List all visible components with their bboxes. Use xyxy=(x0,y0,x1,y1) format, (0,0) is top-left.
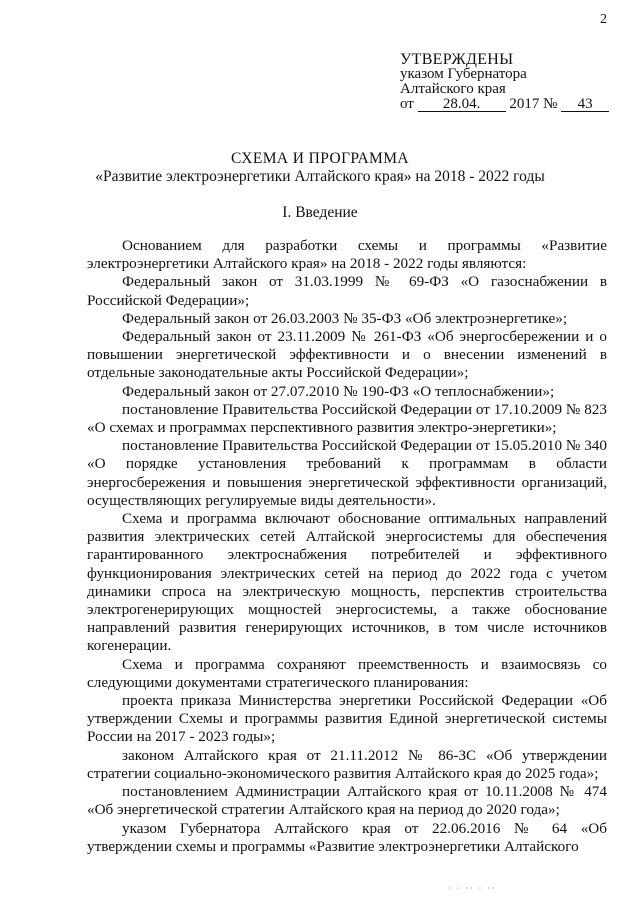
paragraph: Федеральный закон от 27.07.2010 № 190-ФЗ «О теплоснабжении»; xyxy=(122,382,555,400)
paragraph: проекта приказа Министерства энергетики Российской Федерации «Об утверждении Схемы и программы развития Единой энергетической системы России на 2017 - 2023 годы»; xyxy=(87,692,607,746)
paragraph: Основанием для разработки схемы и программы «Развитие электроэнергетики Алтайского края» на 2018 - 2022 годы являются: xyxy=(87,237,607,273)
paragraph: Федеральный закон от 23.11.2009 № 261-ФЗ «Об энергосбережении и о повышении энергетической эффективности и о внесении изменений в отдельные законодательные акты Российской Федерации»; xyxy=(87,328,607,382)
approval-date-field xyxy=(418,97,506,112)
paragraph: указом Губернатора Алтайского края от 22.06.2016 № 64 «Об утверждении схемы и программы «Развитие электроэнергетики Алтайского xyxy=(87,819,607,855)
paragraph: постановление Правительства Российской Федерации от 15.05.2010 № 340 «О порядке установления требований к программам в области энергосбережения и повышения энергетической эффективности организаций, осуществляющих регулируемые виды деятельности». xyxy=(87,437,607,509)
approval-number-value: 43 xyxy=(577,96,593,112)
approval-line-governor: указом Губернатора xyxy=(400,66,527,82)
paragraph: Схема и программа включают обоснование оптимальных направлений развития электрических сетей Алтайской энергосистемы для обеспечения гарантированного электроснабжения потребителей и эффективного функционирования электрических сетей на период до 2022 года с учетом динамики спроса на электрическую мощность, перспектив строительства электрогенерирующих мощностей энергосистемы, а также обоснование направлений развития генерирующих источников, в том числе источников когенерации. xyxy=(87,510,607,655)
section-heading: I. Введение xyxy=(282,204,358,221)
page-number: 2 xyxy=(600,12,607,27)
approval-year: 2017 xyxy=(509,96,540,112)
document-title: СХЕМА И ПРОГРАММА xyxy=(230,150,410,167)
approval-number-sign: № xyxy=(543,96,558,112)
paragraph: Федеральный закон от 26.03.2003 № 35-ФЗ «Об электроэнергетике»; xyxy=(122,309,568,327)
scan-artifact: · · ·· · ·· xyxy=(448,884,497,893)
body-text xyxy=(87,237,607,856)
approval-from-label: от xyxy=(400,96,414,112)
approval-date-value: 28.04. xyxy=(442,96,481,112)
paragraph: Схема и программа сохраняют преемственность и взаимосвязь со следующими документами стратегического планирования: xyxy=(87,655,607,691)
approval-block xyxy=(400,52,609,112)
paragraph: постановлением Администрации Алтайского края от 10.11.2008 № 474 «Об энергетической стратегии Алтайского края на период до 2020 года»; xyxy=(87,783,607,819)
approval-number-field xyxy=(561,97,609,112)
approval-line-region: Алтайского края xyxy=(400,81,506,97)
document-subtitle: «Развитие электроэнергетики Алтайского края» на 2018 - 2022 годы xyxy=(95,168,545,185)
paragraph: постановление Правительства Российской Федерации от 17.10.2009 № 823 «О схемах и программах перспективного развития электро-энергетики»; xyxy=(87,400,607,437)
paragraph: Федеральный закон от 31.03.1999 № 69-ФЗ «О газоснабжении в Российской Федерации»; xyxy=(87,273,607,309)
approval-heading: УТВЕРЖДЕНЫ xyxy=(400,51,514,68)
paragraph: законом Алтайского края от 21.11.2012 № 86-ЗС «Об утверждении стратегии социально-экономического развития Алтайского края до 2025 года»; xyxy=(87,746,607,782)
approval-date-line xyxy=(400,97,609,112)
